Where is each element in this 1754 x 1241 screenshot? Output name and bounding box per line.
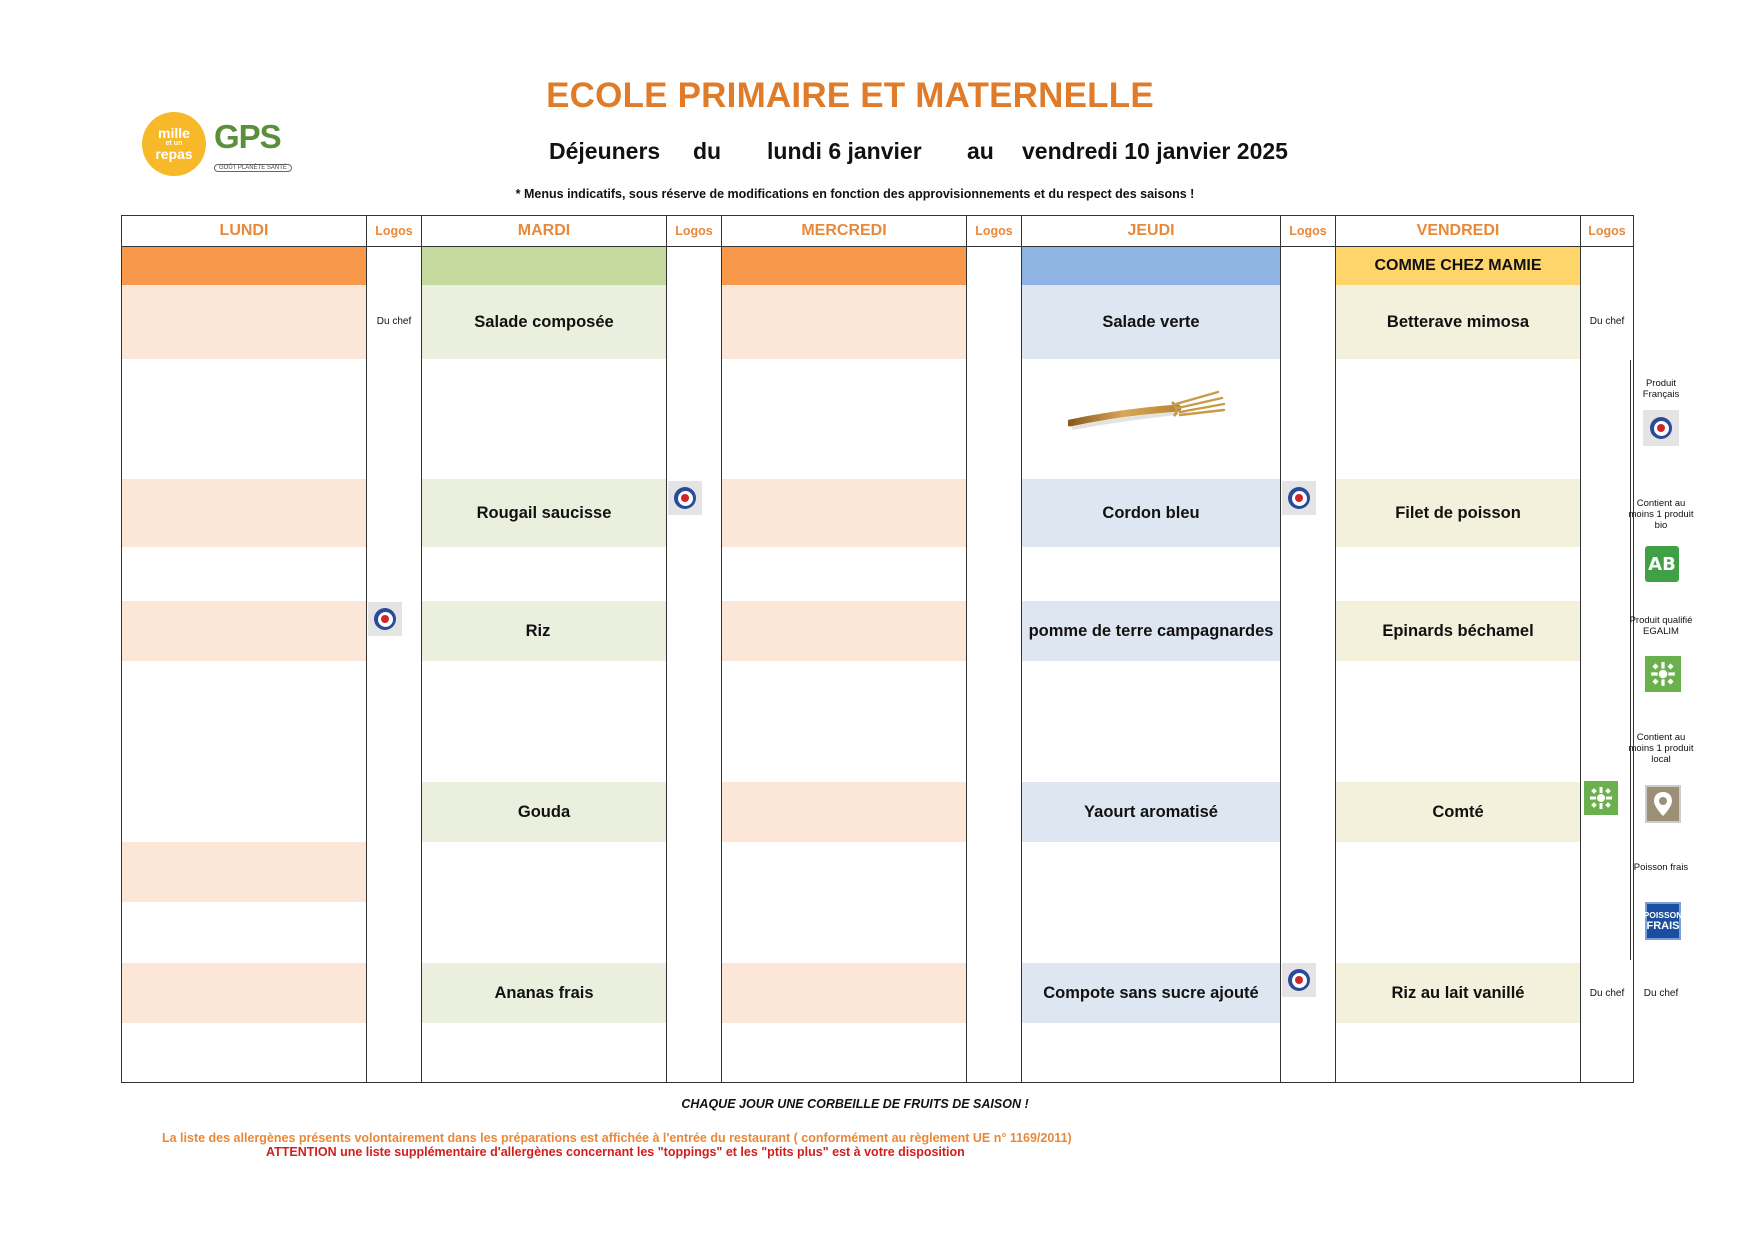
fork-icon (1068, 388, 1238, 438)
start-date: lundi 6 janvier (767, 138, 922, 164)
mercredi-cell (722, 285, 966, 359)
end-date: vendredi 10 janvier 2025 (1022, 138, 1288, 164)
produit-francais-icon (668, 481, 702, 515)
header-logos: Logos (1289, 224, 1327, 238)
legend-poisson-label: Poisson frais (1633, 862, 1689, 873)
produit-francais-icon (1282, 963, 1316, 997)
lundi-cell (122, 479, 366, 547)
jeudi-dessert: Compote sans sucre ajouté (1022, 963, 1280, 1023)
produit-francais-icon (1282, 481, 1316, 515)
vendredi-fromage: Comté (1336, 782, 1580, 842)
lundi-cell (122, 601, 366, 661)
du-chef-note: Du chef (1589, 988, 1625, 999)
legend-local-label: Contient au moins 1 produit local (1628, 732, 1694, 765)
produit-francais-icon (368, 602, 402, 636)
gps-logo: GPS GOÛT PLANÈTE SANTÉ (214, 118, 304, 168)
mercredi-cell (722, 601, 966, 661)
column-divider (1280, 215, 1281, 1083)
mardi-fromage: Gouda (422, 782, 666, 842)
allergenes-attention: ATTENTION une liste supplémentaire d'allergènes concernant les "toppings" et les "ptits plus" est à votre disposition (266, 1145, 965, 1159)
theme-band-lundi (122, 247, 366, 285)
produit-francais-icon (1643, 410, 1679, 446)
legend-chef-label: Du chef (1643, 988, 1679, 999)
egalim-icon (1584, 781, 1618, 815)
column-divider (1580, 215, 1581, 1083)
vendredi-accompagnement: Epinards béchamel (1336, 601, 1580, 661)
mille-et-un-repas-logo: mille et un repas (142, 112, 206, 176)
poisson-frais-icon: POISSON FRAIS (1645, 902, 1681, 940)
mercredi-cell (722, 479, 966, 547)
theme-band-mercredi (722, 247, 966, 285)
mardi-entree: Salade composée (422, 285, 666, 359)
mercredi-cell (722, 963, 966, 1023)
jeudi-plat: Cordon bleu (1022, 479, 1280, 547)
column-divider (666, 215, 667, 1083)
header-logos: Logos (1588, 224, 1626, 238)
mercredi-cell (722, 782, 966, 842)
vendredi-entree: Betterave mimosa (1336, 285, 1580, 359)
lundi-cell (122, 963, 366, 1023)
jeudi-entree: Salade verte (1022, 285, 1280, 359)
fruits-note: CHAQUE JOUR UNE CORBEILLE DE FRUITS DE SAISON ! (681, 1097, 1029, 1111)
jeudi-laitage: Yaourt aromatisé (1022, 782, 1280, 842)
theme-band-vendredi: COMME CHEZ MAMIE (1336, 247, 1580, 285)
du-chef-note: Du chef (1589, 316, 1625, 327)
mardi-dessert: Ananas frais (422, 963, 666, 1023)
agriculture-bio-icon: AB (1645, 546, 1679, 582)
header-lundi: LUNDI (219, 222, 269, 239)
disclaimer: * Menus indicatifs, sous réserve de modifications en fonction des approvisionnements et du respect des saisons ! (515, 187, 1195, 201)
allergenes-note: La liste des allergènes présents volontairement dans les préparations est affichée à l'entrée du restaurant ( conformément au règlement UE n° 1169/2011) (162, 1131, 1072, 1145)
egalim-icon (1645, 656, 1681, 692)
theme-band-jeudi (1022, 247, 1280, 285)
header-vendredi: VENDREDI (1416, 222, 1500, 239)
header-jeudi: JEUDI (1127, 222, 1175, 239)
legend-francais-label: Produit Français (1642, 378, 1680, 400)
header-mercredi: MERCREDI (801, 222, 887, 239)
legend-bio-label: Contient au moins 1 produit bio (1628, 498, 1694, 531)
page-title: ECOLE PRIMAIRE ET MATERNELLE (546, 76, 1154, 115)
header-logos: Logos (375, 224, 413, 238)
header-logos: Logos (675, 224, 713, 238)
produit-local-icon (1645, 785, 1681, 823)
lundi-cell (122, 842, 366, 902)
legend-egalim-label: Produit qualifié EGALIM (1629, 615, 1693, 637)
mardi-accompagnement: Riz (422, 601, 666, 661)
vendredi-dessert: Riz au lait vanillé (1336, 963, 1580, 1023)
header-mardi: MARDI (517, 222, 571, 239)
theme-band-mardi (422, 247, 666, 285)
mardi-plat: Rougail saucisse (422, 479, 666, 547)
jeudi-accompagnement: pomme de terre campagnardes (1022, 601, 1280, 661)
lundi-cell (122, 285, 366, 359)
dejeuners-label: Déjeuners (549, 138, 661, 164)
du-chef-note: Du chef (376, 316, 412, 327)
column-divider (366, 215, 367, 1083)
du-label: du (693, 138, 722, 164)
column-divider (966, 215, 967, 1083)
vendredi-plat: Filet de poisson (1336, 479, 1580, 547)
header-logos: Logos (975, 224, 1013, 238)
au-label: au (967, 138, 994, 164)
